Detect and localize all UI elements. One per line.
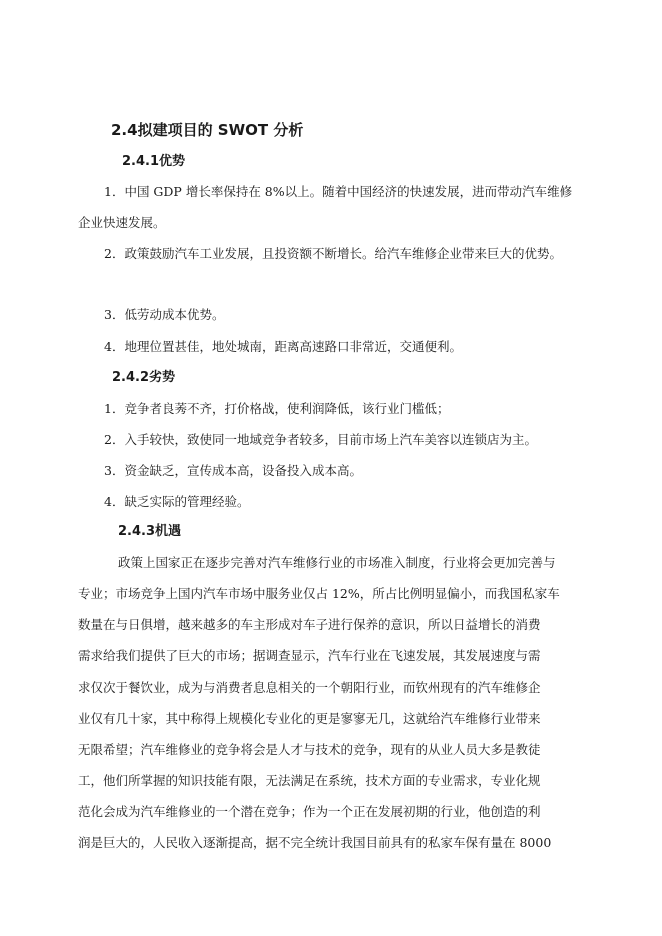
opportunities-line-2: 专业；市场竞争上国内汽车市场中服务业仅占 12%，所占比例明显偏小，而我国私家车 [78,586,560,601]
strength-item-1: 1．中国 GDP 增长率保持在 8%以上。随着中国经济的快速发展，进而带动汽车维修 [104,184,573,199]
weakness-item-4: 4．缺乏实际的管理经验。 [104,494,250,509]
opportunities-line-9: 范化会成为汽车维修业的一个潜在竞争；作为一个正在发展初期的行业，他创造的利 [78,804,541,819]
opportunities-line-7: 无限希望；汽车维修业的竞争将会是人才与技术的竞争，现有的从业人员大多是教徒 [78,742,541,757]
weakness-item-2: 2．入手较快，致使同一地域竞争者较多，目前市场上汽车美容以连锁店为主。 [104,432,537,447]
opportunities-line-6: 业仅有几十家，其中称得上规模化专业化的更是寥寥无几，这就给汽车维修行业带来 [78,711,541,726]
opportunities-line-3: 数量在与日俱增，越来越多的车主形成对车子进行保养的意识，所以日益增长的消费 [78,617,541,632]
strength-item-1-cont: 企业快速发展。 [78,215,166,230]
opportunities-line-1: 政策上国家正在逐步完善对汽车维修行业的市场准入制度，行业将会更加完善与 [118,555,556,570]
weakness-item-3: 3．资金缺乏，宣传成本高，设备投入成本高。 [104,463,362,478]
strength-item-2: 2．政策鼓励汽车工业发展，且投资额不断增长。给汽车维修企业带来巨大的优势。 [104,246,562,261]
section-title: 2.4拟建项目的 SWOT 分析 [111,121,304,139]
strengths-heading: 2.4.1优势 [122,154,186,169]
weaknesses-heading: 2.4.2劣势 [112,370,176,385]
strength-item-4: 4．地理位置甚佳，地处城南，距离高速路口非常近，交通便利。 [104,339,462,354]
weakness-item-1: 1．竞争者良莠不齐，打价格战，使利润降低，该行业门槛低； [104,401,450,416]
opportunities-line-5: 求仅次于餐饮业，成为与消费者息息相关的一个朝阳行业，而钦州现有的汽车维修企 [78,680,541,695]
opportunities-line-8: 工，他们所掌握的知识技能有限，无法满足在系统，技术方面的专业需求，专业化规 [78,773,541,788]
strength-item-3: 3．低劳动成本优势。 [104,307,225,322]
opportunities-line-10: 润是巨大的，人民收入逐渐提高，据不完全统计我国目前具有的私家车保有量在 8000 [78,835,552,850]
opportunities-heading: 2.4.3机遇 [118,524,182,539]
opportunities-line-4: 需求给我们提供了巨大的市场；据调查显示，汽车行业在飞速发展，其发展速度与需 [78,648,541,663]
